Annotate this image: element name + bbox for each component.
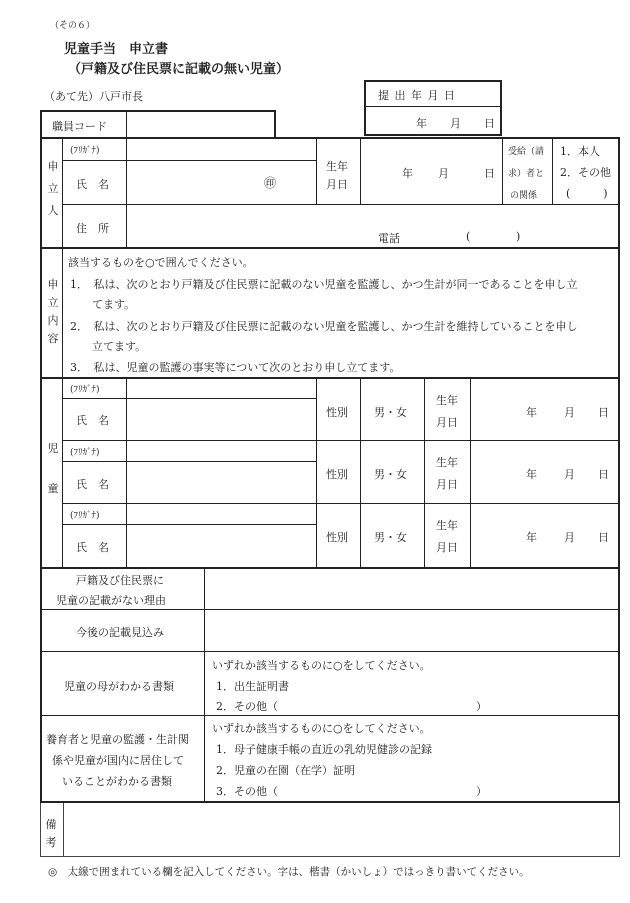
child-furigana-label: (ﾌﾘｶﾞﾅ) [70, 511, 100, 521]
child-birth-label-1: 生年 [436, 519, 458, 532]
reason-label-line-2: 児童の記載がない理由 [56, 594, 166, 607]
seal-mark: ㊞ [264, 176, 277, 190]
child-furigana-label: (ﾌﾘｶﾞﾅ) [70, 385, 100, 395]
guardian-docs-label-line-2: 係や児童が国内に居住して [52, 754, 184, 767]
relation-option-other[interactable]: 2．その他 [560, 166, 611, 179]
remarks-field[interactable] [64, 805, 618, 855]
child-birth-label-1: 生年 [436, 394, 458, 407]
child-name-field[interactable] [128, 400, 314, 438]
relation-label-2: 求）者と [508, 169, 545, 179]
child-birth-label-2: 月日 [436, 541, 458, 554]
child-name-field[interactable] [128, 463, 314, 501]
applicant-birth-day: 日 [484, 167, 495, 180]
child-birth-year: 年 [526, 531, 537, 544]
applicant-birth-year: 年 [402, 167, 413, 180]
phone-label: 電話 [378, 232, 400, 245]
child-furigana-label: (ﾌﾘｶﾞﾅ) [70, 448, 100, 458]
phone-paren-close: ) [516, 230, 521, 243]
child-birth-month: 月 [564, 468, 575, 481]
applicant-name-field[interactable] [128, 162, 314, 202]
child-birth-month: 月 [564, 406, 575, 419]
child-birthdate-field[interactable] [472, 505, 618, 566]
statement-item-2-line-2: 立てます。 [92, 340, 147, 353]
submission-date-field[interactable] [366, 106, 500, 134]
applicant-section-label: 申 立 人 [47, 160, 59, 217]
statement-section-label: 申 立 内 容 [47, 278, 59, 345]
child-birth-label-2: 月日 [436, 478, 458, 491]
future-field[interactable] [206, 611, 618, 650]
applicant-furigana-field[interactable] [128, 139, 314, 159]
reason-field[interactable] [206, 570, 618, 608]
phone-paren-open: ( [466, 230, 471, 243]
child-sex-options[interactable]: 男・女 [374, 406, 407, 419]
guardian-docs-option-2[interactable]: 2．児童の在園（在学）証明 [216, 764, 355, 777]
mother-docs-label: 児童の母がわかる書類 [64, 680, 174, 693]
relation-other-paren: ( ) [566, 187, 608, 200]
child-birth-year: 年 [526, 406, 537, 419]
mother-docs-instruction: いずれか該当するものに○をしてください。 [212, 659, 431, 672]
relation-label-1: 受給（請 [508, 147, 545, 157]
child-birth-month: 月 [564, 531, 575, 544]
child-furigana-field[interactable] [128, 380, 314, 397]
relation-label-3: の関係 [510, 191, 538, 201]
child-sex-label: 性別 [326, 468, 348, 481]
child-name-label: 氏 名 [76, 478, 109, 491]
applicant-name-label: 氏 名 [76, 178, 109, 191]
form-part-number: （その６） [50, 21, 96, 31]
form-title: 児童手当 申立書 [64, 42, 169, 57]
child-sex-label: 性別 [326, 406, 348, 419]
child-furigana-field[interactable] [128, 505, 314, 523]
staff-code-field[interactable] [126, 112, 274, 136]
guardian-docs-option-3-close: ） [476, 785, 487, 798]
submission-month: 月 [450, 117, 461, 130]
recipient: （あて先）八戸市長 [44, 90, 143, 103]
footer-note: ◎ 太線で囲まれている欄を記入してください。字は、楷書（かいしょ）ではっきり書いてください。 [48, 866, 530, 878]
submission-day: 日 [484, 117, 495, 130]
statement-intro: 該当するものを○で囲んでください。 [68, 256, 254, 269]
future-label: 今後の記載見込み [76, 626, 164, 639]
mother-docs-option-2-close: ） [476, 700, 487, 713]
guardian-docs-instruction: いずれか該当するものに○をしてください。 [212, 722, 431, 735]
mother-docs-option-1[interactable]: 1．出生証明書 [216, 680, 289, 693]
children-section-label: 児 童 [47, 442, 59, 495]
child-furigana-field[interactable] [128, 442, 314, 460]
statement-item-3[interactable]: 3． 私は、児童の監護の事実等について次のとおり申し立てます。 [70, 361, 401, 374]
remarks-label: 備 考 [45, 818, 57, 849]
child-birthdate-field[interactable] [472, 380, 618, 438]
mother-docs-option-2[interactable]: 2．その他（ [216, 700, 278, 713]
applicant-birth-label-1: 生年 [326, 160, 348, 173]
guardian-docs-option-3[interactable]: 3．その他（ [216, 785, 278, 798]
child-name-label: 氏 名 [76, 414, 109, 427]
statement-item-1-line-1[interactable]: 1． 私は、次のとおり戸籍及び住民票に記載のない児童を監護し、かつ生計が同一であることを申し立 [70, 278, 578, 291]
staff-code-label: 職員コード [52, 120, 107, 133]
submission-date-label: 提 出 年 月 日 [378, 89, 456, 102]
child-birthdate-field[interactable] [472, 442, 618, 501]
applicant-address-field[interactable] [128, 206, 618, 246]
statement-item-2-line-1[interactable]: 2． 私は、次のとおり戸籍及び住民票に記載のない児童を監護し、かつ生計を維持していることを申し [70, 320, 578, 333]
applicant-furigana-label: (ﾌﾘｶﾞﾅ) [70, 146, 100, 156]
reason-label-line-1: 戸籍及び住民票に [76, 574, 164, 587]
guardian-docs-label-line-1: 養育者と児童の監護・生計関 [46, 733, 189, 746]
submission-year: 年 [416, 117, 427, 130]
guardian-docs-label-line-3: いることがわかる書類 [62, 775, 172, 788]
child-birth-day: 日 [598, 531, 609, 544]
child-birth-year: 年 [526, 468, 537, 481]
applicant-birth-month: 月 [438, 167, 449, 180]
child-birth-day: 日 [598, 406, 609, 419]
child-name-field[interactable] [128, 526, 314, 566]
guardian-docs-option-1[interactable]: 1．母子健康手帳の直近の乳幼児健診の記録 [216, 743, 432, 756]
relation-option-self[interactable]: 1．本人 [560, 145, 600, 158]
child-birth-label-1: 生年 [436, 456, 458, 469]
statement-item-1-line-2: てます。 [92, 298, 136, 311]
child-birth-label-2: 月日 [436, 416, 458, 429]
applicant-birthdate-field[interactable] [362, 139, 500, 202]
applicant-address-label: 住 所 [76, 222, 109, 235]
applicant-birth-label-2: 月日 [326, 178, 348, 191]
child-sex-options[interactable]: 男・女 [374, 531, 407, 544]
child-birth-day: 日 [598, 468, 609, 481]
child-sex-options[interactable]: 男・女 [374, 468, 407, 481]
child-name-label: 氏 名 [76, 541, 109, 554]
form-subtitle: （戸籍及び住民票に記載の無い児童） [68, 62, 290, 77]
child-sex-label: 性別 [326, 531, 348, 544]
